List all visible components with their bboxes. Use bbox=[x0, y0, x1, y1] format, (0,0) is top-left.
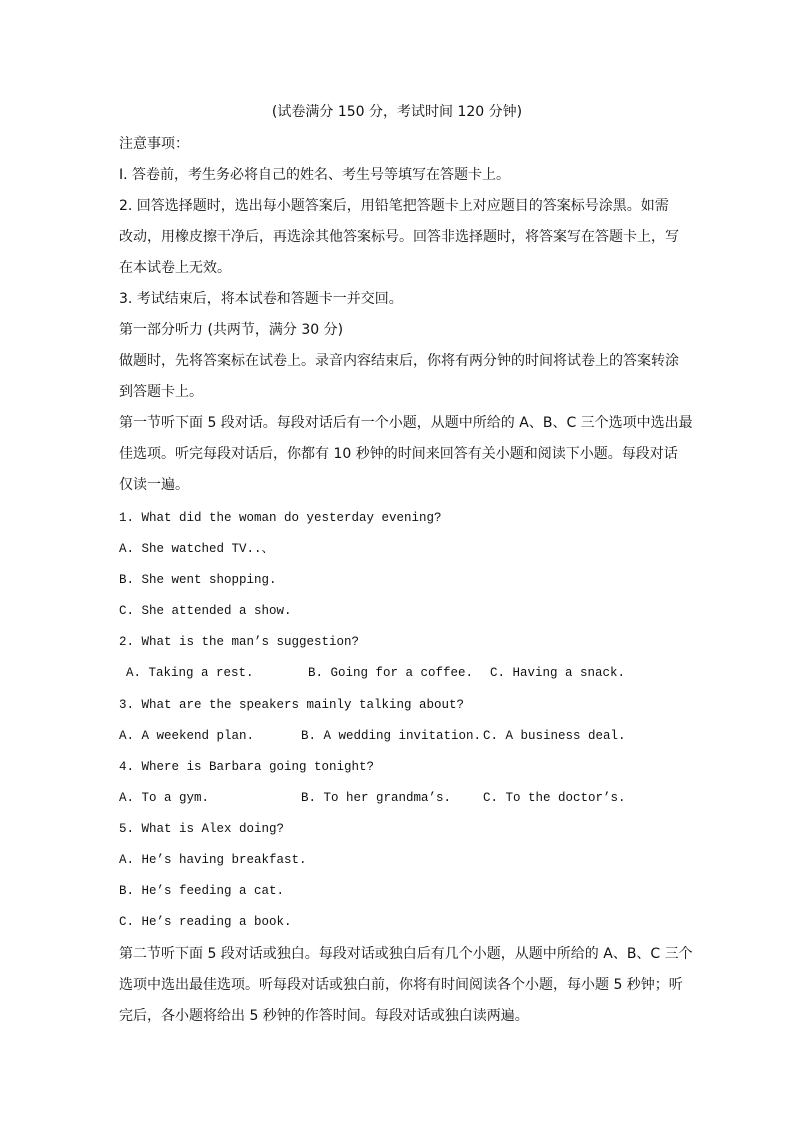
section2-desc-line-3: 完后，各小题将给出 5 秒钟的作答时间。每段对话或独白读两遍。 bbox=[119, 1008, 529, 1024]
question-2-option-c: C. Having a snack. bbox=[490, 666, 626, 680]
part1-title: 第一部分听力 (共两节，满分 30 分) bbox=[119, 322, 344, 338]
section2-desc-line-1: 第二节听下面 5 段对话或独白。每段对话或独白后有几个小题，从题中所给的 A、B、C 三个 bbox=[119, 946, 693, 962]
section1-desc-line-3: 仅读一遍。 bbox=[119, 477, 189, 493]
question-3-option-c: C. A business deal. bbox=[483, 729, 626, 743]
question-1-option-a: A. She watched TV..、 bbox=[119, 542, 275, 556]
question-1-option-b: B. She went shopping. bbox=[119, 573, 277, 587]
question-5: 5. What is Alex doing? bbox=[119, 822, 285, 836]
question-3: 3. What are the speakers mainly talking about? bbox=[119, 698, 465, 712]
part1-desc-line-2: 到答题卡上。 bbox=[119, 384, 203, 400]
instruction-item-2-line-3: 在本试卷上无效。 bbox=[119, 260, 231, 276]
question-5-option-c: C. He’s reading a book. bbox=[119, 915, 292, 929]
section2-desc-line-2: 选项中选出最佳选项。听每段对话或独白前，你将有时间阅读各个小题，每小题 5 秒钟；听 bbox=[119, 977, 683, 993]
question-1: 1. What did the woman do yesterday evening? bbox=[119, 511, 442, 525]
question-1-option-c: C. She attended a show. bbox=[119, 604, 292, 618]
section1-desc-line-1: 第一节听下面 5 段对话。每段对话后有一个小题，从题中所给的 A、B、C 三个选项中选出最 bbox=[119, 415, 693, 431]
instruction-item-2-line-1: 2. 回答选择题时，选出每小题答案后，用铅笔把答题卡上对应题目的答案标号涂黑。如需 bbox=[119, 198, 669, 214]
part1-desc-line-1: 做题时，先将答案标在试卷上。录音内容结束后，你将有两分钟的时间将试卷上的答案转涂 bbox=[119, 353, 679, 369]
question-3-option-b: B. A wedding invitation. bbox=[301, 729, 482, 743]
exam-header-note: (试卷满分 150 分，考试时间 120 分钟) bbox=[271, 104, 523, 120]
question-2-option-a: A. Taking a rest. bbox=[126, 666, 254, 680]
question-5-option-b: B. He’s feeding a cat. bbox=[119, 884, 285, 898]
section1-desc-line-2: 佳选项。听完每段对话后，你都有 10 秒钟的时间来回答有关小题和阅读下小题。每段对话 bbox=[119, 446, 678, 462]
instructions-title: 注意事项： bbox=[119, 136, 189, 152]
question-5-option-a: A. He’s having breakfast. bbox=[119, 853, 307, 867]
instruction-item-2-line-2: 改动，用橡皮擦干净后，再选涂其他答案标号。回答非选择题时，将答案写在答题卡上，写 bbox=[119, 229, 679, 245]
instruction-item-3: 3. 考试结束后，将本试卷和答题卡一并交回。 bbox=[119, 291, 403, 307]
instruction-item-1: Ⅰ. 答卷前，考生务必将自己的姓名、考生号等填写在答题卡上。 bbox=[119, 167, 511, 183]
question-3-option-a: A. A weekend plan. bbox=[119, 729, 255, 743]
question-2: 2. What is the man’s suggestion? bbox=[119, 635, 360, 649]
question-4: 4. Where is Barbara going tonight? bbox=[119, 760, 375, 774]
question-4-option-b: B. To her grandma’s. bbox=[301, 791, 452, 805]
question-4-option-a: A. To a gym. bbox=[119, 791, 210, 805]
question-2-option-b: B. Going for a coffee. bbox=[308, 666, 474, 680]
question-4-option-c: C. To the doctor’s. bbox=[483, 791, 626, 805]
